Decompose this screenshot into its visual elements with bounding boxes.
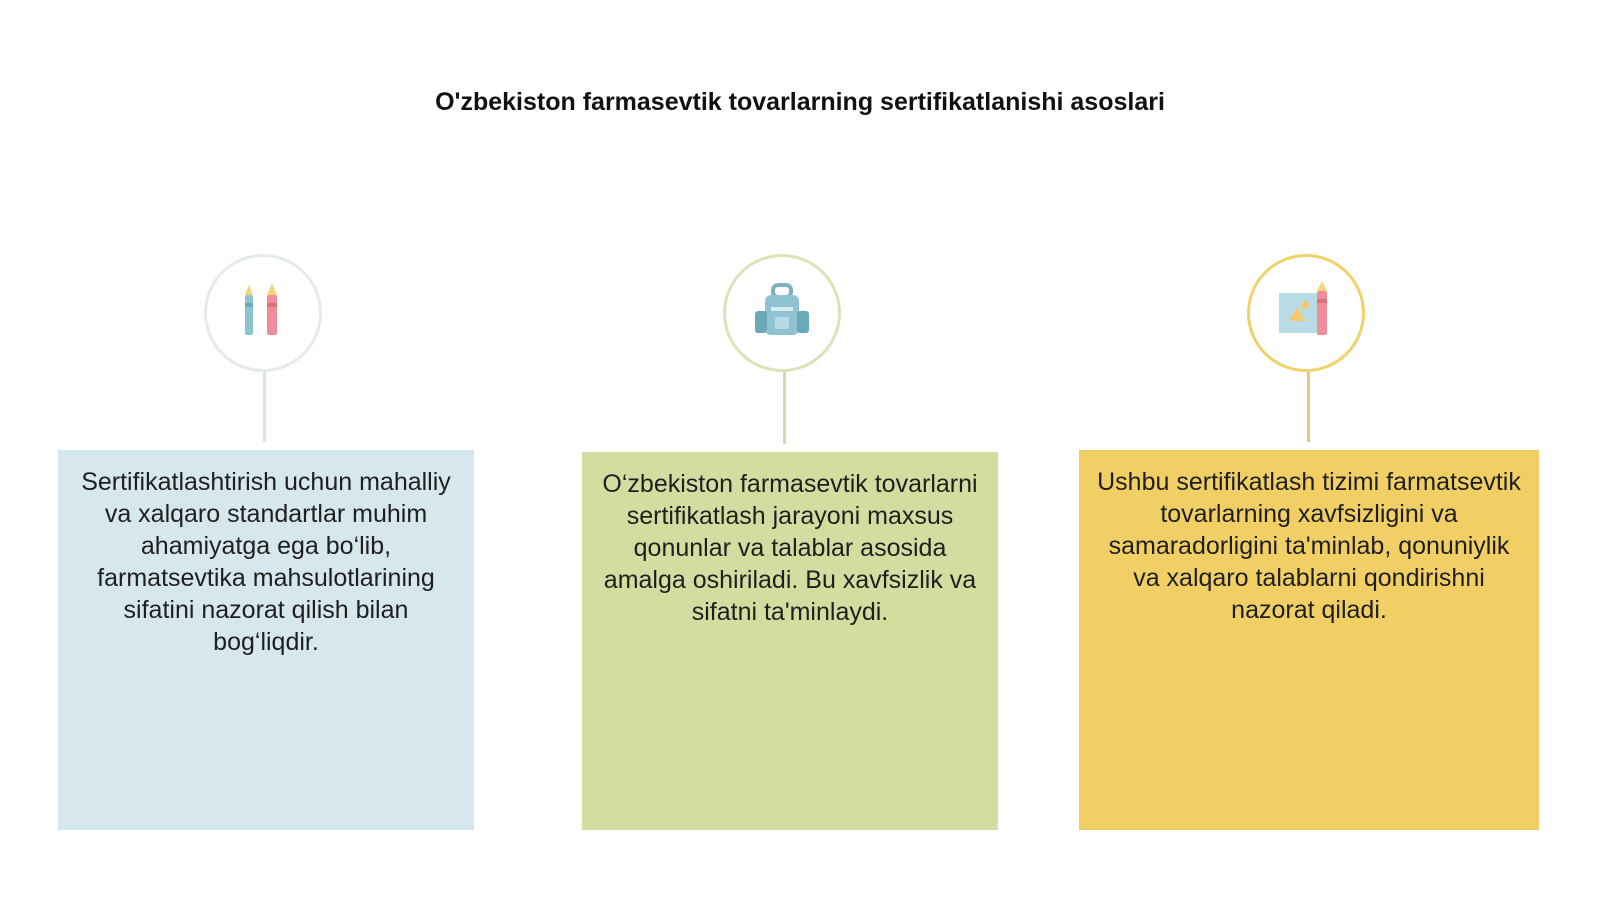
page-title: O'zbekiston farmasevtik tovarlarning sertifikatlanishi asoslari	[435, 88, 1165, 116]
info-card-3: Ushbu sertifikatlash tizimi farmatsevtik tovarlarning xavfsizligini va samaradorligini ta'minlab, qonuniylik va xalqaro talablarni qondirishni nazorat qiladi.	[1079, 450, 1539, 830]
drawing-board-icon	[1275, 281, 1337, 346]
connector-line-1	[263, 372, 266, 442]
info-card-2: O‘zbekiston farmasevtik tovarlarni sertifikatlash jarayoni maxsus qonunlar va talablar asosida amalga oshiriladi. Bu xavfsizlik va sifatni ta'minlaydi.	[582, 452, 998, 830]
icon-circle-2	[723, 254, 841, 372]
info-card-1: Sertifikatlashtirish uchun mahalliy va xalqaro standartlar muhim ahamiyatga ega bo‘lib, farmatsevtika mahsulotlarining sifatini nazorat qilish bilan bog‘liqdir.	[58, 450, 474, 830]
pencils-icon	[235, 281, 291, 346]
icon-circle-1	[204, 254, 322, 372]
backpack-icon	[751, 281, 813, 346]
connector-line-3	[1307, 372, 1310, 442]
icon-circle-3	[1247, 254, 1365, 372]
connector-line-2	[783, 372, 786, 444]
